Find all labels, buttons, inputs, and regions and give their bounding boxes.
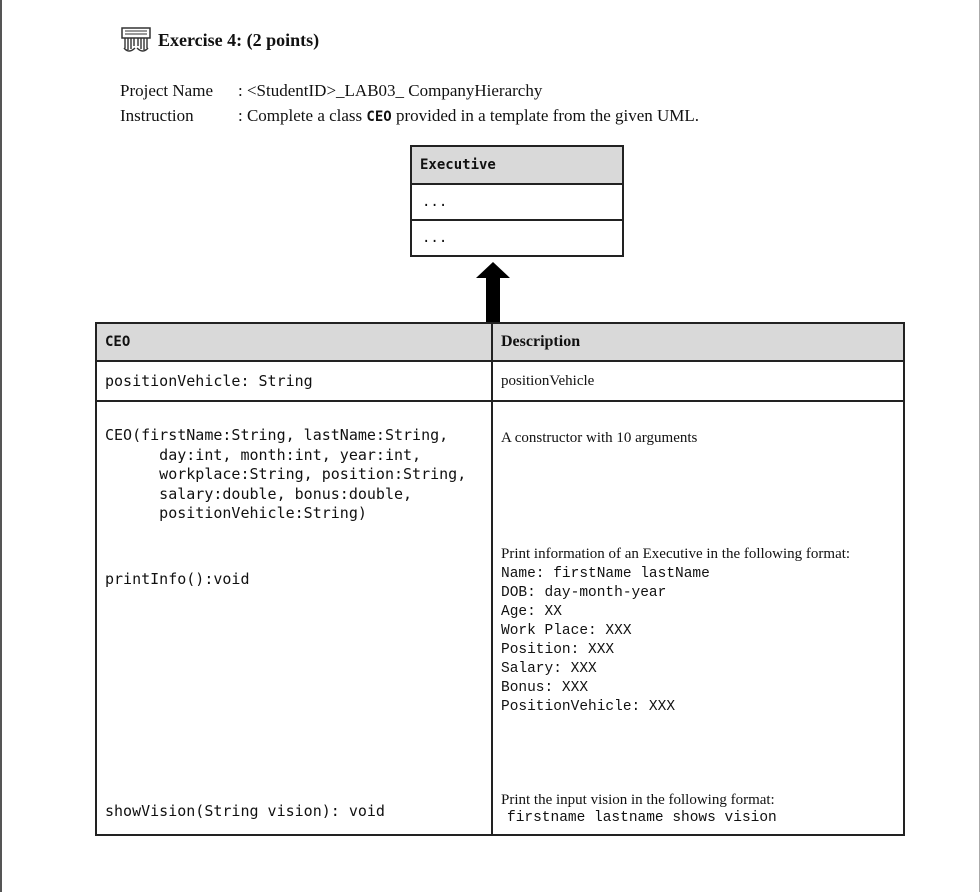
instruction-text bbox=[238, 106, 699, 126]
attribute-description: positionVehicle bbox=[501, 372, 595, 389]
exercise-title: Exercise 4: (2 points) bbox=[158, 29, 320, 50]
instruction-suffix: provided in a template from the given UML. bbox=[391, 105, 700, 125]
constructor-line: salary:double, bonus:double, bbox=[105, 484, 413, 503]
project-name-row bbox=[120, 78, 699, 103]
methods-column bbox=[97, 402, 493, 834]
showvision-description: Print the input vision in the following format: bbox=[501, 792, 775, 808]
format-line: Age: XX bbox=[501, 604, 562, 620]
format-line: Bonus: XXX bbox=[501, 680, 589, 696]
format-line: Name: firstName lastName bbox=[501, 566, 710, 582]
ceo-class-header: CEO bbox=[97, 324, 493, 360]
showvision-format: firstname lastname shows vision bbox=[507, 810, 777, 826]
format-line: Position: XXX bbox=[501, 642, 615, 658]
constructor-line: day:int, month:int, year:int, bbox=[105, 445, 422, 464]
methods-row bbox=[97, 402, 903, 834]
format-line: Work Place: XXX bbox=[501, 623, 632, 639]
description-header: Description bbox=[501, 333, 581, 350]
executive-class-box bbox=[410, 145, 624, 257]
constructor-line: positionVehicle:String) bbox=[105, 504, 367, 522]
instruction-class-code: CEO bbox=[366, 108, 392, 125]
constructor-signature bbox=[105, 426, 466, 524]
instruction-prefix: : Complete a class bbox=[238, 105, 367, 125]
instruction-row bbox=[120, 103, 699, 128]
exercise-header bbox=[120, 20, 319, 60]
constructor-line: workplace:String, position:String, bbox=[105, 465, 467, 483]
descriptions-column bbox=[493, 402, 903, 834]
format-line: PositionVehicle: XXX bbox=[501, 699, 676, 715]
attribute-row bbox=[97, 362, 903, 402]
executive-methods: ... bbox=[422, 230, 448, 246]
ceo-uml-table bbox=[95, 322, 905, 836]
constructor-description: A constructor with 10 arguments bbox=[501, 430, 698, 446]
instruction-label: Instruction bbox=[120, 105, 194, 125]
inheritance-arrow bbox=[476, 262, 510, 324]
printinfo-format bbox=[501, 565, 710, 717]
project-meta bbox=[120, 78, 699, 128]
project-name-value: : <StudentID>_LAB03_ CompanyHierarchy bbox=[238, 80, 543, 100]
format-line: Salary: XXX bbox=[501, 661, 597, 677]
format-line: DOB: day-month-year bbox=[501, 585, 667, 601]
executive-attributes: ... bbox=[412, 185, 622, 221]
executive-class-name: Executive bbox=[412, 147, 622, 185]
printinfo-signature: printInfo():void bbox=[105, 570, 250, 588]
printinfo-description: Print information of an Executive in the following format: bbox=[501, 546, 851, 562]
attribute-signature: positionVehicle: String bbox=[97, 362, 493, 400]
page-left-edge bbox=[0, 0, 2, 892]
project-name-label: Project Name bbox=[120, 80, 213, 100]
constructor-line: CEO(firstName:String, lastName:String, bbox=[105, 426, 449, 444]
keyboard-hands-icon bbox=[120, 24, 152, 56]
table-header-row bbox=[97, 324, 903, 362]
showvision-signature: showVision(String vision): void bbox=[105, 802, 385, 820]
